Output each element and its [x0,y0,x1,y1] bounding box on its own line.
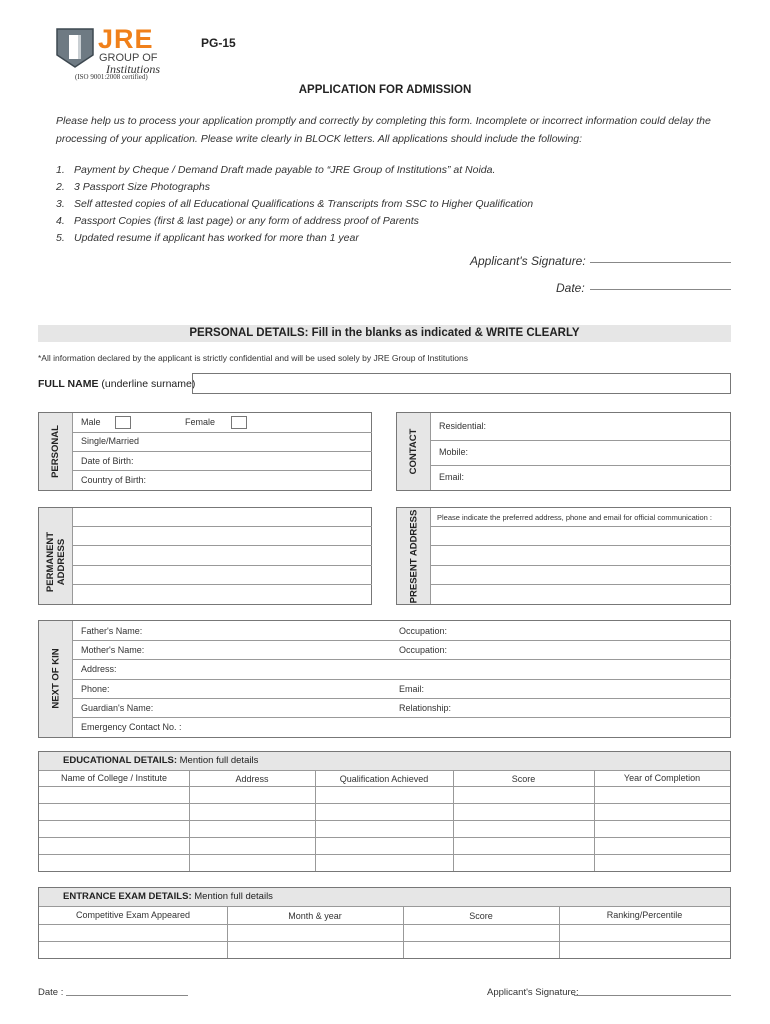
list-item: 1. Payment by Cheque / Demand Draft made payable to “JRE Group of Institutions” at Noida. [56,164,496,176]
footer-date-label: Date : [38,987,64,998]
date-label: Date: [556,281,585,295]
education-table [38,751,731,872]
logo-brand: JRE [98,24,154,54]
footer-signature-field[interactable] [574,995,731,996]
guardian-name-label: Guardian's Name: [81,703,154,713]
column-header: Qualification Achieved [339,774,429,784]
logo-group-text: GROUP OF [99,52,158,64]
column-header: Ranking/Percentile [606,910,683,920]
present-address-side-label: PRESENT ADDRESS [408,509,420,604]
list-item: 2. 3 Passport Size Photographs [56,181,210,193]
father-occupation-label: Occupation: [399,626,448,636]
male-checkbox[interactable] [115,416,131,429]
present-address-box [396,507,731,605]
intro-line: processing of your application. Please write clearly in BLOCK letters. All applications should include the following: [56,133,583,145]
list-item: 3. Self attested copies of all Educational Qualifications & Transcripts from SSC to Higher Qualification [56,198,534,210]
kin-email-label: Email: [399,684,425,694]
intro-text [56,112,736,148]
dob-label: Date of Birth: [81,456,134,466]
personal-section-title: PERSONAL DETAILS: Fill in the blanks as indicated & WRITE CLEARLY [38,325,731,342]
page-title: APPLICATION FOR ADMISSION [298,84,472,96]
column-header: Score [469,911,493,921]
date-field[interactable] [590,289,731,290]
kin-address-label: Address: [81,664,117,674]
mother-occupation-label: Occupation: [399,645,448,655]
column-header: Address [235,774,269,784]
confidential-note: *All information declared by the applicant is strictly confidential and will be used solely by JRE Group of Institutions [38,353,468,363]
full-name-label: FULL NAME (underline surname) [38,378,196,390]
logo-iso-text: (ISO 9001:2008 certified) [75,73,148,81]
personal-box [38,412,372,491]
contact-box [396,412,731,491]
list-item: 4. Passport Copies (first & last page) or any form of address proof of Parents [56,215,419,227]
requirements-list [56,164,533,249]
footer-date-field[interactable] [66,995,188,996]
present-address-note: Please indicate the preferred address, phone and email for official communication : [437,513,713,522]
logo-emblem [55,27,95,69]
permanent-address-box [38,507,372,605]
residential-label: Residential: [439,421,487,431]
logo-institutions-text: Institutions [106,62,161,76]
footer-signature-label: Applicant's Signature: [487,987,579,998]
list-item: 5. Updated resume if applicant has worked for more than 1 year [56,232,359,244]
next-of-kin-box [38,620,731,738]
emergency-contact-label: Emergency Contact No. : [81,722,182,732]
marital-status-label: Single/Married [81,436,140,446]
column-header: Competitive Exam Appeared [75,910,191,920]
entrance-exam-table [38,887,731,959]
kin-phone-label: Phone: [81,684,110,694]
next-of-kin-side-label: NEXT OF KIN [50,648,62,709]
column-header: Month & year [288,911,342,921]
email-label: Email: [439,472,465,482]
female-label: Female [185,417,216,427]
form-code: PG-15 [201,36,236,50]
full-name-field[interactable] [192,373,731,394]
column-header: Year of Completion [623,773,701,783]
permanent-address-side-label: PERMANENT ADDRESS [45,531,67,593]
mothers-name-label: Mother's Name: [81,645,145,655]
shield-icon [55,27,95,69]
signature-field[interactable] [590,262,731,263]
column-header: Score [511,774,536,784]
fathers-name-label: Father's Name: [81,626,143,636]
contact-side-label: CONTACT [408,428,419,475]
female-checkbox[interactable] [231,416,247,429]
relationship-label: Relationship: [399,703,452,713]
country-label: Country of Birth: [81,475,147,485]
mobile-label: Mobile: [439,447,469,457]
column-header: Name of College / Institute [60,773,168,783]
education-title: EDUCATIONAL DETAILS: Mention full details [39,752,730,770]
male-label: Male [81,417,101,427]
signature-label: Applicant's Signature: [470,254,586,268]
personal-side-label: PERSONAL [50,425,61,478]
exam-title: ENTRANCE EXAM DETAILS: Mention full details [39,888,730,906]
intro-line: Please help us to process your application promptly and correctly by completing this form. Incomplete or incorrect information could delay the [56,115,711,127]
